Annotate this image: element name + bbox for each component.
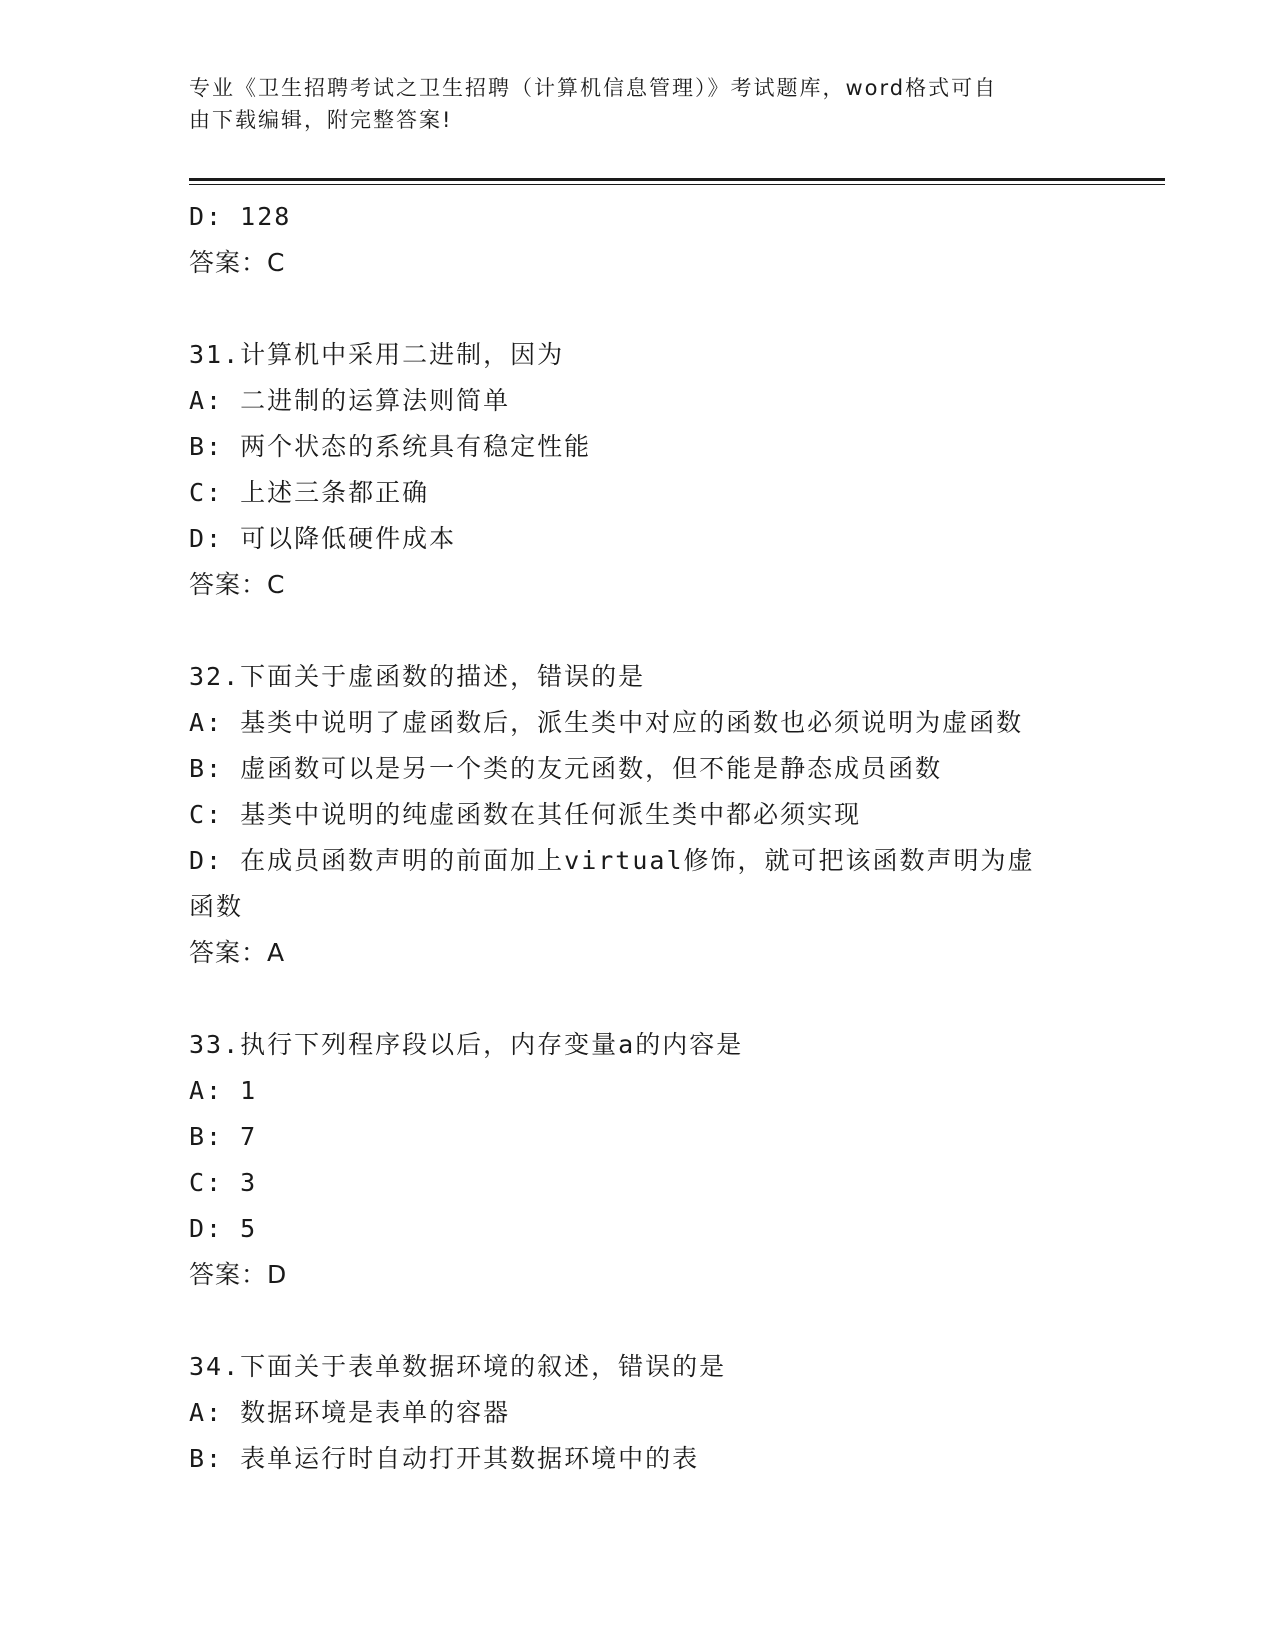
option-d-continued: 函数: [189, 892, 244, 921]
option-b: B: 7: [189, 1122, 258, 1151]
option-d: D: 5: [189, 1214, 258, 1243]
option-c: C: 上述三条都正确: [189, 478, 430, 507]
answer: 答案：D: [189, 1260, 288, 1289]
option-a: A: 二进制的运算法则简单: [189, 386, 511, 415]
prev-option-d: D: 128: [189, 202, 292, 231]
prev-answer: 答案：C: [189, 248, 286, 277]
question-list: [189, 194, 1089, 1482]
answer: 答案：C: [189, 570, 286, 599]
spacer: [189, 976, 1089, 1022]
document-header: [189, 72, 1089, 136]
option-d: D: 在成员函数声明的前面加上virtual修饰，就可把该函数声明为虚: [189, 846, 1035, 875]
question-31: [189, 332, 1089, 608]
question-32: [189, 654, 1089, 976]
option-d: D: 可以降低硬件成本: [189, 524, 457, 553]
spacer: [189, 1298, 1089, 1344]
answer: 答案：A: [189, 938, 286, 967]
question-stem: 32.下面关于虚函数的描述，错误的是: [189, 662, 646, 691]
question-34: [189, 1344, 1089, 1482]
spacer: [189, 608, 1089, 654]
question-33: [189, 1022, 1089, 1298]
option-b: B: 两个状态的系统具有稳定性能: [189, 432, 592, 461]
option-c: C: 3: [189, 1168, 258, 1197]
header-rule-thick: [189, 178, 1165, 181]
option-c: C: 基类中说明的纯虚函数在其任何派生类中都必须实现: [189, 800, 862, 829]
option-a: A: 数据环境是表单的容器: [189, 1398, 511, 1427]
option-a: A: 基类中说明了虚函数后，派生类中对应的函数也必须说明为虚函数: [189, 708, 1024, 737]
header-rule-thin: [189, 184, 1165, 185]
question-stem: 34.下面关于表单数据环境的叙述，错误的是: [189, 1352, 727, 1381]
spacer: [189, 286, 1089, 332]
question-stem: 31.计算机中采用二进制，因为: [189, 340, 565, 369]
question-stem: 33.执行下列程序段以后，内存变量a的内容是: [189, 1030, 744, 1059]
header-line-2: 由下载编辑，附完整答案!: [189, 108, 453, 132]
header-line-1: 专业《卫生招聘考试之卫生招聘（计算机信息管理）》考试题库，word格式可自: [189, 76, 998, 100]
option-b: B: 表单运行时自动打开其数据环境中的表: [189, 1444, 700, 1473]
option-a: A: 1: [189, 1076, 258, 1105]
option-b: B: 虚函数可以是另一个类的友元函数，但不能是静态成员函数: [189, 754, 943, 783]
